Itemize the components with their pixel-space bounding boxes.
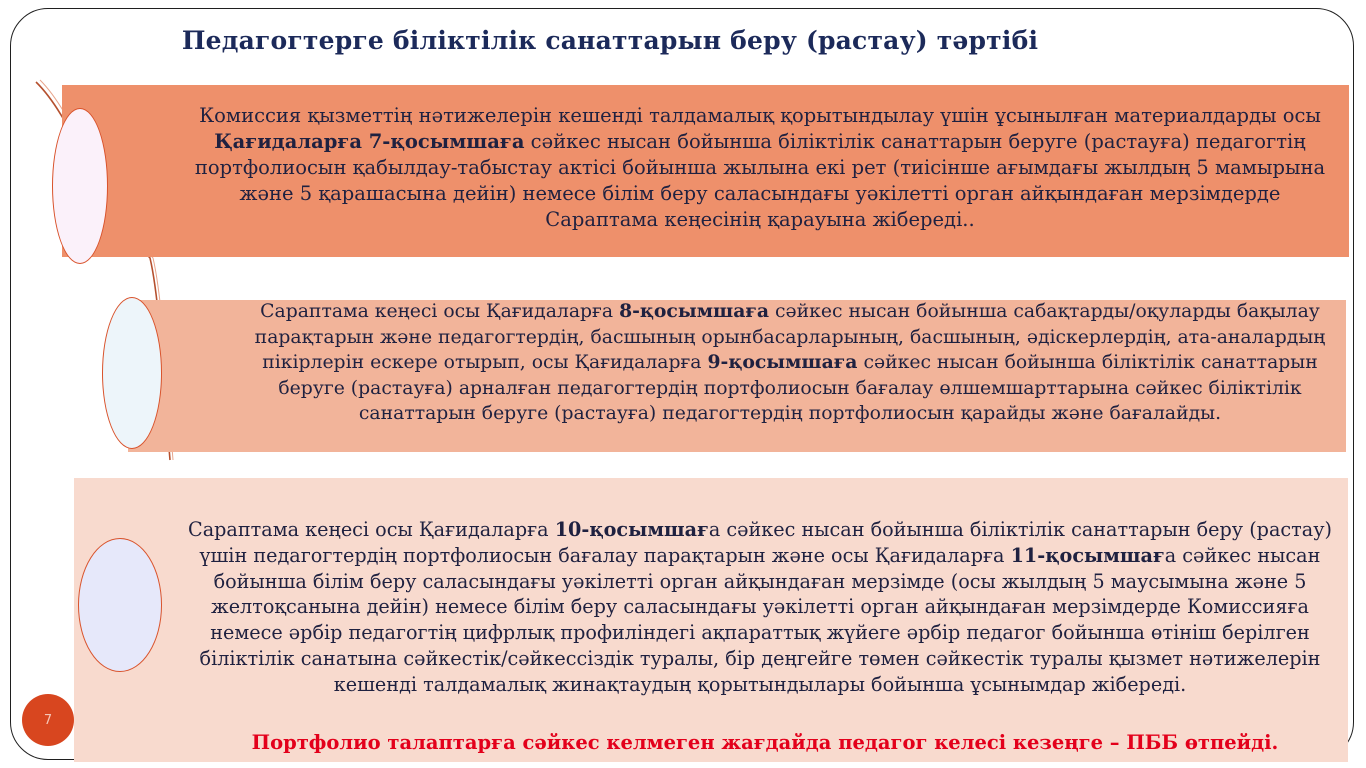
annex-8-ref: 8-қосымшаға [619,300,770,322]
annex-7-ref: Қағидаларға 7-қосымшаға [214,130,525,153]
annex-10-ref: 10-қосымшағ [554,518,709,541]
step-1-text: Комиссия қызметтің нәтижелерін кешенді талдамалық қорытындылау үшін ұсынылған материалдарды осы Қағидаларға 7-қосымшаға сәйкес нысан бойынша біліктілік санаттарын беруге (растауға) педагогтің портфолиосын қабылдау-табыстау актісі бойынша жылына екі рет (тиісінше ағымдағы жылдың 5 мамырына және 5 қарашасына дейін) немесе білім беру саласындағы уәкілетті орган айқындаған мерзімдерде Сараптама кеңесінің қарауына жібереді.. [194,104,1326,231]
annex-11-ref: 11-қосымшағ [1010,543,1165,567]
step-2-marker [102,297,162,449]
slide-title: Педагогтерге біліктілік санаттарын беру (растау) тәртібі [181,26,1039,55]
step-2-text: Сараптама кеңесі осы Қағидаларға 8-қосымшаға сәйкес нысан бойынша сабақтарды/оқуларды бақылау парақтарын және педагогтердің, басшының орынбасарларының, басшының, әдіскерлердің, ата-аналардың пікірлерін ескере отырып, осы Қағидаларға 9-қосымшаға сәйкес нысан бойынша біліктілік санаттарын беруге (растауға) арналған педагогтердің портфолиосын бағалау өлшемшарттарына сәйкес біліктілік санаттарын беруге (растауға) педагогтердің портфолиосын қарайды және бағалайды. [254,300,1326,424]
page-number: 7 [43,712,53,728]
step-3-text: Сараптама кеңесі осы Қағидаларға 10-қосымшаға сәйкес нысан бойынша біліктілік санаттарын беру (растау) үшін педагогтердің портфолиосын бағалау парақтарын және осы Қағидаларға 11-қосымшаға сәйкес нысан бойынша білім беру саласындағы уәкілетті орган айқындаған мерзімде (осы жылдың 5 маусымына және 5 желтоқсанына дейін) немесе білім беру саласындағы уәкілетті орган айқындаған мерзімдерде Комиссияға немесе әрбір педагогтің цифрлық профиліндегі ақпараттық жүйеге әрбір педагог бойынша өтініш берілген біліктілік санатына сәйкестік/сәйкессіздік туралы, бір деңгейге төмен сәйкестік туралы қызмет нәтижелерін кешенді талдамалық жинақтаудың қорытындылары бойынша ұсынымдар жібереді. [188,518,1332,696]
annex-9-ref: 9-қосымшаға [707,351,858,373]
step-1-marker [52,108,108,264]
step-3-marker [78,538,162,672]
warning-note: Портфолио талаптарға сәйкес келмеген жағдайда педагог келесі кезеңге – ПББ өтпейді. [251,731,1279,754]
page-number-badge [22,694,74,746]
